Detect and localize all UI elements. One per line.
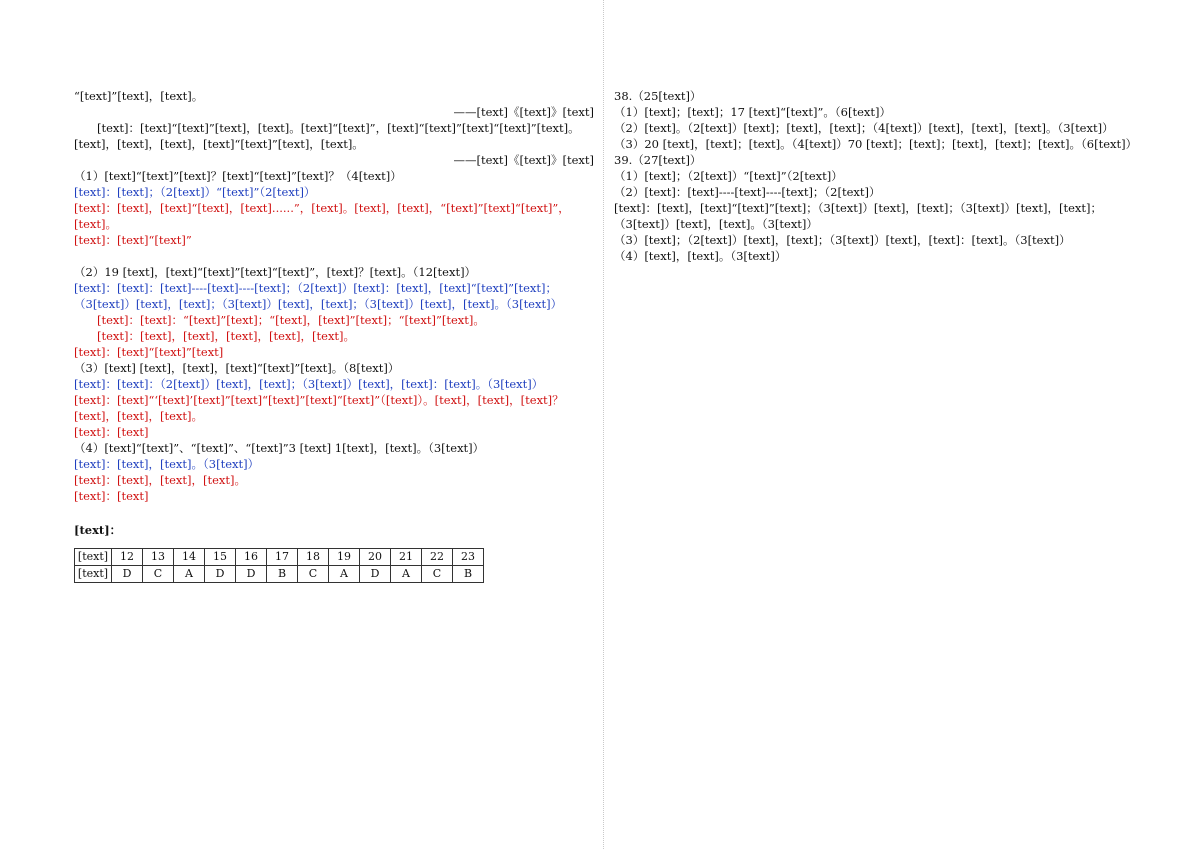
table-cell-question-number: 13 [143,549,174,566]
left-paragraph: [text]：[text] [74,425,149,439]
left-paragraph: [text]：[text]“[text]”[text] [74,345,224,359]
table-cell-question-number: 23 [453,549,484,566]
left-paragraph: ——[text]《[text]》[text] [453,105,594,119]
left-paragraph [74,248,594,264]
table-cell-question-number: 22 [422,549,453,566]
left-paragraph: [text]：[text]：“[text]”[text]；“[text]，[text]”[text]；“[text]”[text]。 [97,313,485,327]
left-paragraph: [text]：[text] [74,489,149,503]
left-paragraphs [74,88,594,504]
left-paragraph: [text]：[text]“[text]”[text]，[text]。[text]“[text]”，[text]“[text]”[text]“[text]”[text]。[text]，[text]，[text]，[text]“[text]”[text]，[text]。 [74,121,580,151]
left-paragraph: “[text]”[text]，[text]。 [74,89,204,103]
left-paragraph: （1）[text]“[text]”[text]？[text]“[text]”[text]？（4[text]） [74,169,402,183]
right-paragraph: （3）[text]；（2[text]）[text]，[text]；（3[text]）[text]，[text]：[text]。（3[text]） [614,233,1071,247]
right-paragraph: （3）20 [text]，[text]；[text]。（4[text]）70 [text]；[text]；[text]，[text]；[text]。（6[text]） [614,137,1138,151]
table-cell-question-number: 15 [205,549,236,566]
table-cell-answer: C [298,566,329,583]
table-cell-label: [text] [75,549,112,566]
table-cell-answer: A [329,566,360,583]
table-cell-question-number: 12 [112,549,143,566]
right-paragraph: （2）[text]。（2[text]）[text]；[text]，[text]；（4[text]）[text]，[text]，[text]。（3[text]） [614,121,1114,135]
right-paragraph: （1）[text]；（2[text]）“[text]”（2[text]） [614,169,843,183]
table-cell-answer: D [205,566,236,583]
table-cell-question-number: 19 [329,549,360,566]
right-column [614,88,1138,264]
left-paragraph: （3）[text] [text]，[text]，[text]“[text]”[text]。（8[text]） [74,361,400,375]
table-row-question-numbers [75,549,484,566]
left-paragraph: [text]：[text]，[text]，[text]，[text]，[text]。 [97,329,356,343]
table-cell-answer: A [391,566,422,583]
table-cell-answer: D [360,566,391,583]
left-paragraph: （4）[text]“[text]”、“[text]”、“[text]”3 [text] 1[text]，[text]。（3[text]） [74,441,485,455]
table-cell-question-number: 18 [298,549,329,566]
answer-table [74,548,484,583]
right-paragraph: 39.（27[text]） [614,153,702,167]
table-cell-answer: D [236,566,267,583]
table-cell-question-number: 20 [360,549,391,566]
table-cell-question-number: 16 [236,549,267,566]
left-paragraph: [text]：[text]，[text]“[text]，[text]......”，[text]。[text]，[text]，“[text]”[text]“[text]”，[text]。 [74,201,570,231]
left-paragraph: [text]：[text]：[text]----[text]----[text]；（2[text]）[text]：[text]，[text]“[text]”[text]；（3[text]）[text]，[text]；（3[text]）[text]，[text]；（3[text]）[text]，[text]。（3[text]） [74,281,563,311]
left-paragraph: [text]：[text]：（2[text]）[text]，[text]；（3[text]）[text]，[text]：[text]。（3[text]） [74,377,544,391]
left-column [74,88,594,583]
left-paragraph: [text]：[text]“‘[text]’[text]”[text]“[text]”[text]“[text]”（[text]）。[text]，[text]，[text]？[text]，[text]，[text]。 [74,393,564,423]
left-paragraph: ——[text]《[text]》[text] [453,153,594,167]
table-cell-answer: B [267,566,298,583]
table-cell-answer: C [422,566,453,583]
table-cell-answer: B [453,566,484,583]
right-paragraph: （1）[text]；[text]；17 [text]“[text]”。（6[text]） [614,105,891,119]
table-cell-question-number: 14 [174,549,205,566]
right-paragraphs [614,88,1138,264]
answer-section-heading: [text]： [74,523,122,537]
right-paragraph: [text]：[text]，[text]“[text]”[text]；（3[text]）[text]，[text]；（3[text]）[text]，[text]；（3[text]）[text]，[text]。（3[text]） [614,201,1102,231]
page-divider [603,0,604,849]
left-paragraph: （2）19 [text]，[text]“[text]”[text]“[text]”，[text]？[text]。（12[text]） [74,265,477,279]
table-cell-question-number: 21 [391,549,422,566]
table-cell-label: [text] [75,566,112,583]
right-paragraph: （2）[text]：[text]----[text]----[text]；（2[text]） [614,185,881,199]
left-paragraph: [text]：[text]，[text]，[text]。 [74,473,247,487]
table-cell-question-number: 17 [267,549,298,566]
left-paragraph: [text]：[text]“[text]” [74,233,192,247]
right-paragraph: 38.（25[text]） [614,89,702,103]
table-cell-answer: D [112,566,143,583]
table-cell-answer: A [174,566,205,583]
right-paragraph: （4）[text]，[text]。（3[text]） [614,249,787,263]
table-cell-answer: C [143,566,174,583]
left-paragraph: [text]：[text]，[text]。（3[text]） [74,457,260,471]
table-row-answers [75,566,484,583]
left-paragraph: [text]：[text]；（2[text]）“[text]”（2[text]） [74,185,316,199]
